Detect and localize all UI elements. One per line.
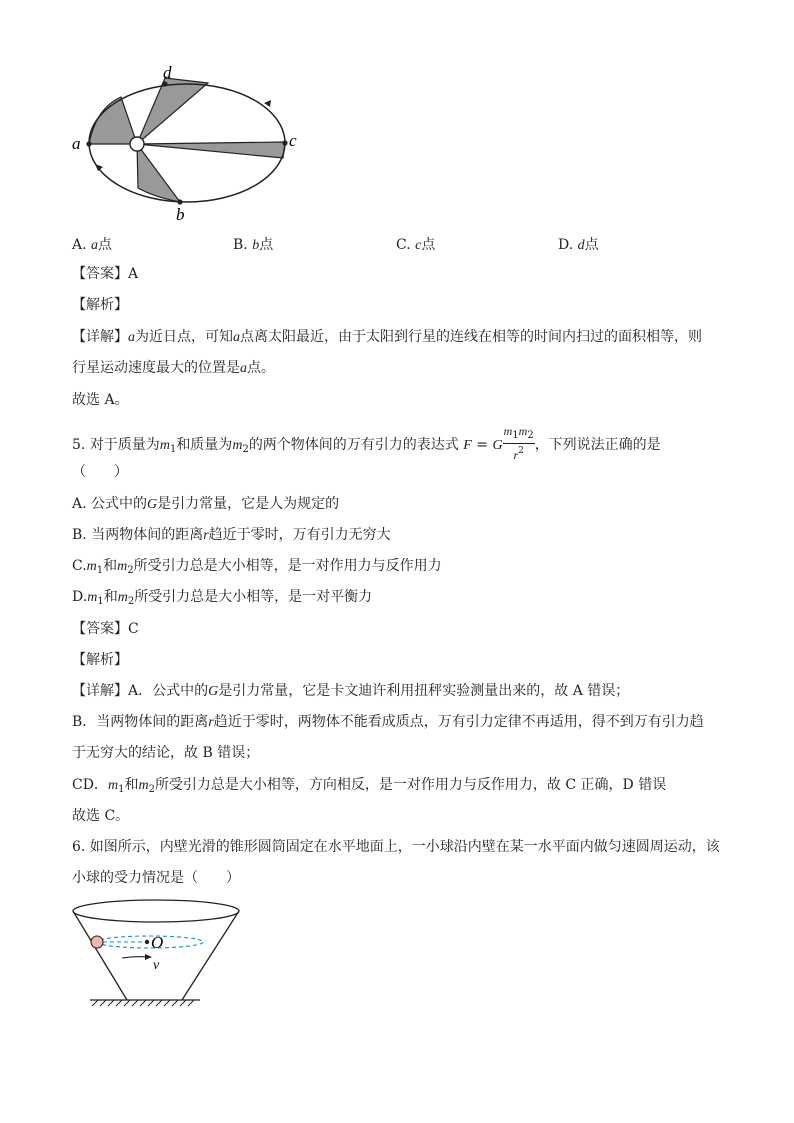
arrow-lower-left-icon [95, 164, 103, 171]
arrow-upper-right-icon [264, 100, 271, 107]
q6-stem-line-1: 6. 如图所示，内壁光滑的锥形圆筒固定在水平地面上，一小球沿内壁在某一水平面内做匀速圆周运动，该 [72, 839, 720, 855]
q4-detail-line-2: 行星运动速度最大的位置是a点。 [72, 360, 275, 376]
label-O: O [151, 933, 164, 952]
label-b: b [176, 205, 185, 224]
cone-figure [70, 896, 250, 1016]
q5-conclusion: 故选 C。 [72, 808, 130, 824]
option-b: B. b点 [233, 237, 274, 253]
sector-c [137, 142, 285, 158]
q5-detail-1: 【详解】A．公式中的G是引力常量，它是卡文迪许利用扭秤实验测量出来的，故 A 错误； [72, 683, 630, 699]
label-c: c [289, 131, 297, 150]
q5-stem: 5. 对于质量为$m_1$和质量为$m_2$的两个物体间的万有引力的表达式 F = G $\frac{m_1m_2}{r^2}$ ，下列说法正确的是 [72, 424, 661, 462]
q4-detail-line-1: 【详解】a为近日点，可知a点离太阳最近，由于太阳到行星的连线在相等的时间内扫过的面积相等，则 [72, 329, 702, 345]
center-point [145, 940, 149, 944]
q5-option-a: A. 公式中的G是引力常量，它是人为规定的 [72, 496, 340, 512]
q5-option-d: $D.m_1$和$m_2$所受引力总是大小相等，是一对平衡力 [72, 589, 373, 607]
sun [130, 137, 144, 151]
option-c: C. c点 [396, 237, 436, 253]
q4-analysis-tag: 【解析】 [72, 297, 128, 313]
cone-rim [73, 900, 239, 922]
label-v: v [153, 958, 160, 973]
q5-detail-4: CD．$m_1$和$m_2$所受引力总是大小相等，方向相反，是一对作用力与反作用力，故 C 正确，D 错误 [72, 777, 667, 795]
velocity-arrowhead-icon [145, 954, 152, 960]
q5-detail-3: 于无穷大的结论，故 B 错误； [72, 745, 260, 761]
option-a: A. a点 [72, 237, 113, 253]
cone-right-side [182, 911, 239, 1000]
option-d: D. d点 [558, 237, 599, 253]
cone-left-side [73, 911, 127, 1000]
q4-answer: 【答案】A [72, 266, 139, 282]
ball [91, 936, 103, 948]
sector-d [137, 78, 208, 144]
q5-answer: 【答案】C [72, 621, 139, 637]
gravity-fraction: $\frac{m_1m_2}{r^2}$ [503, 424, 534, 462]
q5-analysis-tag: 【解析】 [72, 652, 128, 668]
q5-paren: （ ） [72, 464, 128, 480]
point-c [282, 140, 287, 145]
label-d: d [163, 63, 172, 82]
ground-hatch [92, 1000, 194, 1006]
q6-stem-line-2: 小球的受力情况是（ ） [72, 870, 240, 886]
sector-b [137, 144, 180, 202]
q4-conclusion: 故选 A。 [72, 392, 129, 408]
q5-option-b: B. 当两物体间的距离r趋近于零时，万有引力无穷大 [72, 527, 391, 543]
point-b [177, 199, 182, 204]
velocity-arrow [122, 957, 149, 958]
label-a: a [72, 134, 81, 153]
orbit-figure [70, 60, 310, 225]
q5-detail-2: B．当两物体间的距离r趋近于零时，两物体不能看成质点，万有引力定律不再适用，得不到万有引力趋 [72, 714, 704, 730]
point-a [86, 141, 91, 146]
point-d [162, 81, 167, 86]
q5-option-c: $C.m_1$和$m_2$所受引力总是大小相等，是一对作用力与反作用力 [72, 558, 442, 576]
